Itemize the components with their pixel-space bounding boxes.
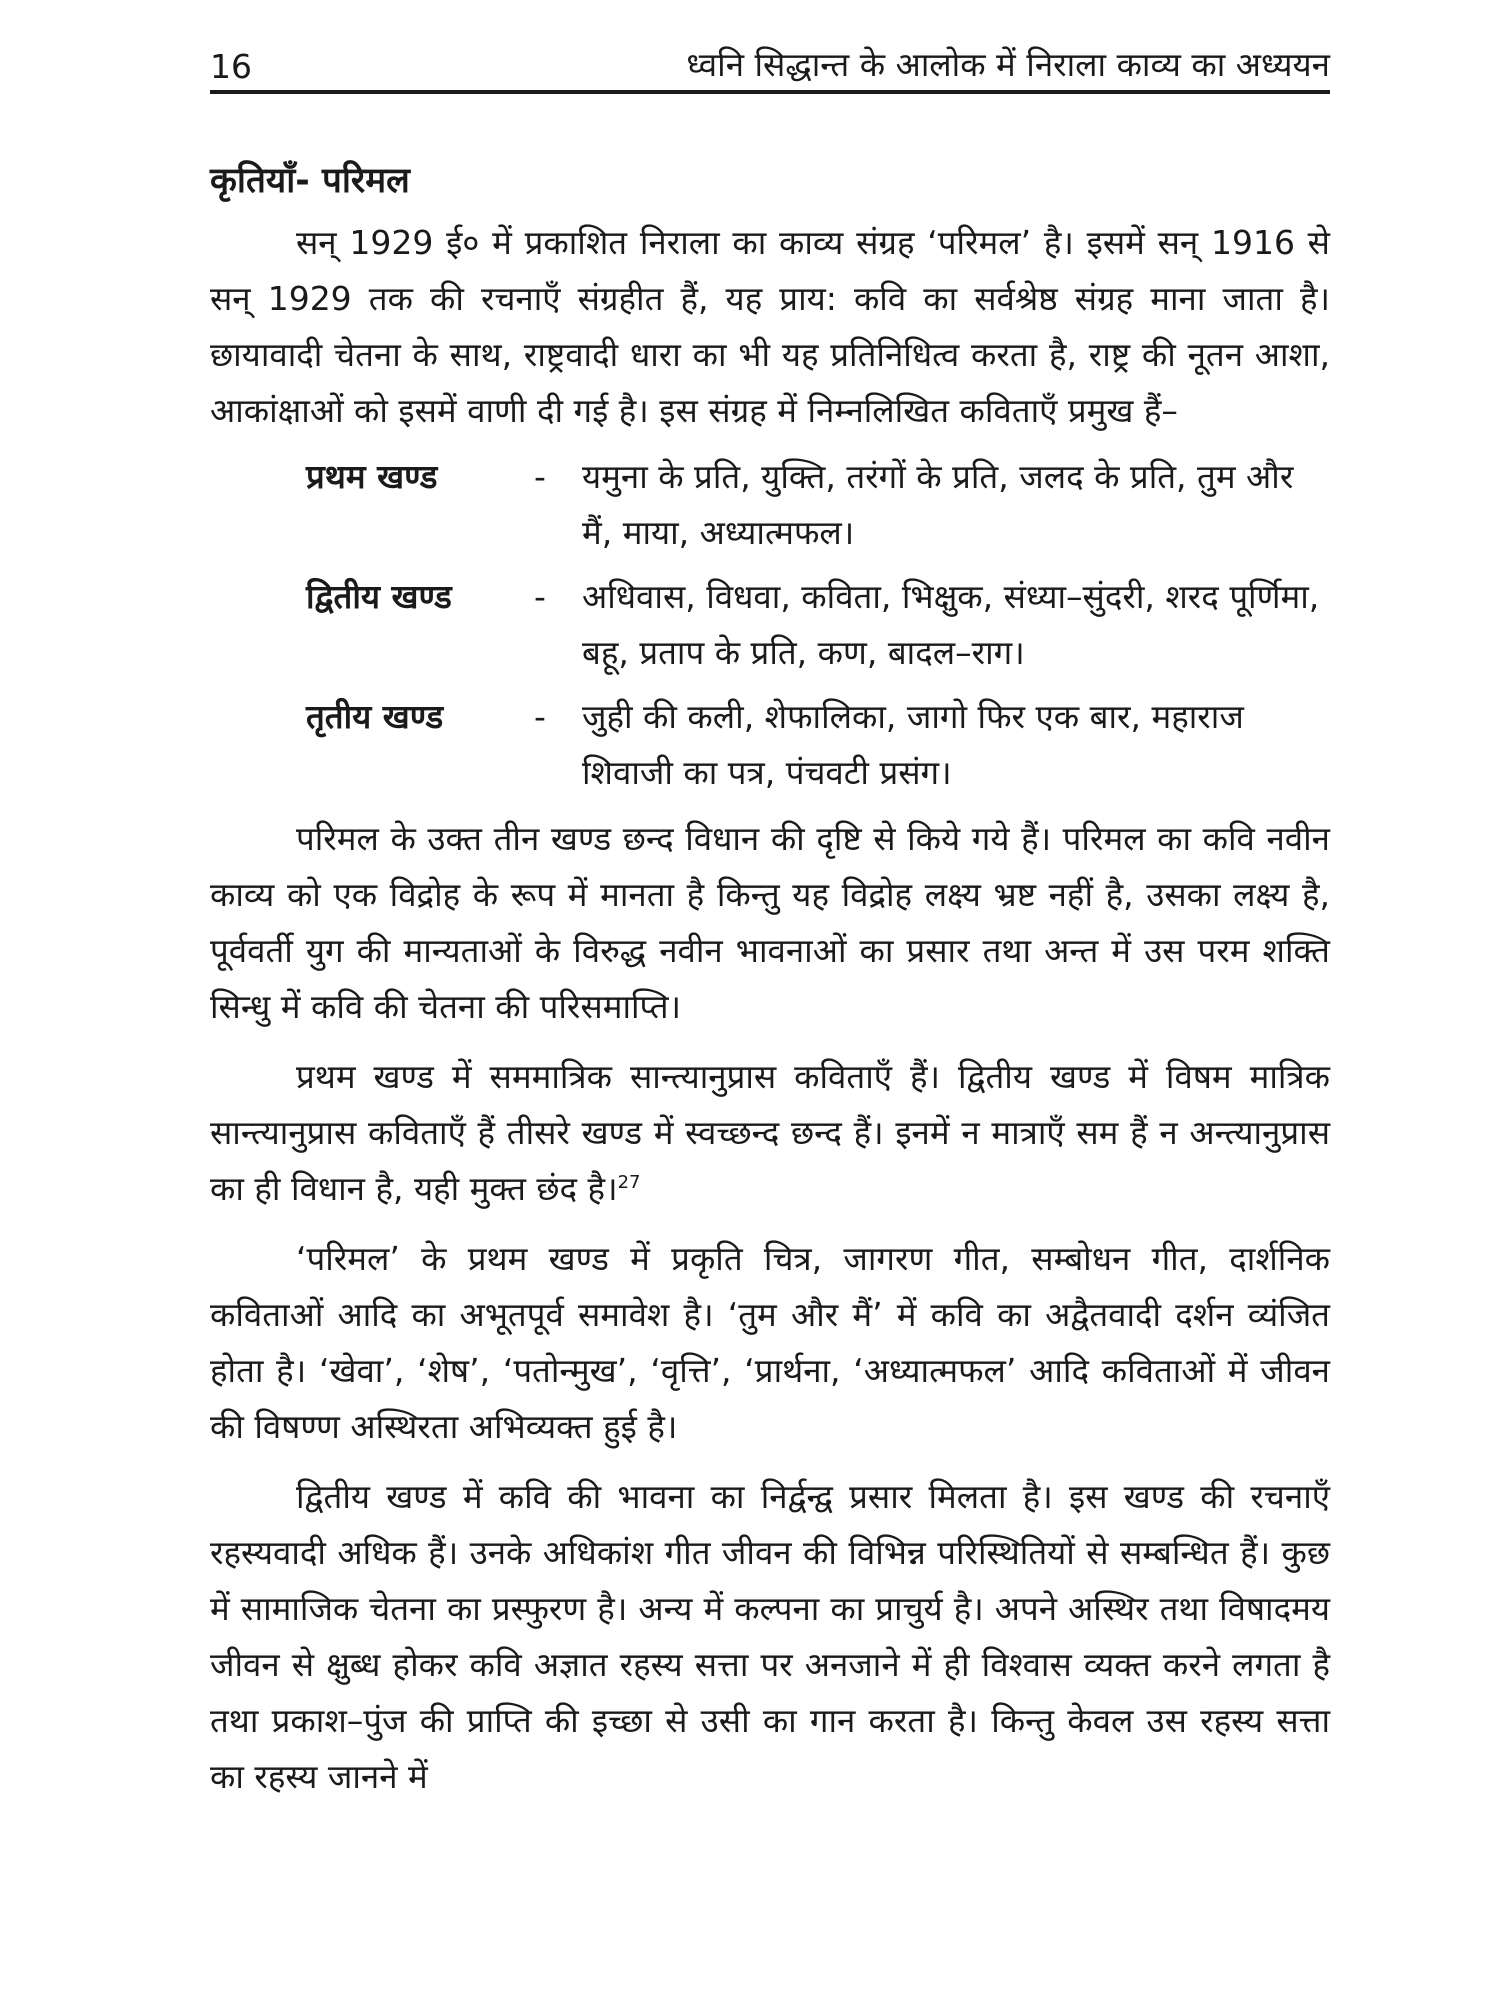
khand-dash: - [534, 457, 546, 496]
khand-list [210, 449, 1330, 801]
paragraph-chhand [210, 1049, 1330, 1217]
khand-dash: - [534, 577, 546, 616]
section-heading: कृतियाँ- परिमल [210, 161, 410, 201]
page-number: 16 [210, 47, 252, 86]
running-title: ध्वनि सिद्धान्त के आलोक में निराला काव्य का अध्ययन [686, 45, 1330, 84]
khand-label: तृतीय खण्ड [306, 697, 444, 736]
running-header [210, 30, 1330, 86]
paragraph-pratham-khand: ‘परिमल’ के प्रथम खण्ड में प्रकृति चित्र, जागरण गीत, सम्बोधन गीत, दार्शनिक कविताओं आदि का अभूतपूर्व समावेश है। ‘तुम और मैं’ में कवि का अद्वैतवादी दर्शन व्यंजित होता है। ‘खेवा’, ‘शेष’, ‘पतोन्मुख’, ‘वृत्ति’, ‘प्रार्थना, ‘अध्यात्मफल’ आदि कविताओं में जीवन की विषण्ण अस्थिरता अभिव्यक्त हुई है। [210, 1239, 1330, 1446]
header-divider [210, 90, 1330, 94]
khand-works: यमुना के प्रति, युक्ति, तरंगों के प्रति, जलद के प्रति, तुम और मैं, माया, अध्यात्मफल। [582, 457, 1294, 552]
paragraph-chhand-text: प्रथम खण्ड में सममात्रिक सान्त्यानुप्रास कविताएँ हैं। द्वितीय खण्ड में विषम मात्रिक सान्त्यानुप्रास कविताएँ हैं तीसरे खण्ड में स्वच्छन्द छन्द हैं। इनमें न मात्राएँ सम हैं न अन्त्यानुप्रास का ही विधान है, यही मुक्त छंद है। [210, 1057, 1330, 1208]
khand-label: द्वितीय खण्ड [306, 577, 452, 616]
khand-row-third [210, 689, 1330, 801]
khand-label: प्रथम खण्ड [306, 457, 438, 496]
footnote-marker: 27 [617, 1172, 641, 1193]
khand-dash: - [534, 697, 546, 736]
intro-paragraph: सन् 1929 ई० में प्रकाशित निराला का काव्य संग्रह ‘परिमल’ है। इसमें सन् 1916 से सन् 1929 तक की रचनाएँ संग्रहीत हैं, यह प्राय: कवि का सर्वश्रेष्ठ संग्रह माना जाता है। छायावादी चेतना के साथ, राष्ट्रवादी धारा का भी यह प्रतिनिधित्व करता है, राष्ट्र की नूतन आशा, आकांक्षाओं को इसमें वाणी दी गई है। इस संग्रह में निम्नलिखित कविताएँ प्रमुख हैं– [210, 223, 1330, 430]
paragraph-dvitiya-khand: द्वितीय खण्ड में कवि की भावना का निर्द्वन्द्व प्रसार मिलता है। इस खण्ड की रचनाएँ रहस्यवादी अधिक हैं। उनके अधिकांश गीत जीवन की विभिन्न परिस्थितियों से सम्बन्धित हैं। कुछ में सामाजिक चेतना का प्रस्फुरण है। अन्य में कल्पना का प्राचुर्य है। अपने अस्थिर तथा विषादमय जीवन से क्षुब्ध होकर कवि अज्ञात रहस्य सत्ता पर अनजाने में ही विश्वास व्यक्त करने लगता है तथा प्रकाश–पुंज की प्राप्ति की इच्छा से उसी का गान करता है। किन्तु केवल उस रहस्य सत्ता का रहस्य जानने में [210, 1477, 1330, 1796]
khand-row-second [210, 569, 1330, 681]
khand-works: अधिवास, विधवा, कविता, भिक्षुक, संध्या–सुंदरी, शरद पूर्णिमा, बहू, प्रताप के प्रति, कण, बादल–राग। [582, 577, 1320, 672]
paragraph-khand-vidhan: परिमल के उक्त तीन खण्ड छन्द विधान की दृष्टि से किये गये हैं। परिमल का कवि नवीन काव्य को एक विद्रोह के रूप में मानता है किन्तु यह विद्रोह लक्ष्य भ्रष्ट नहीं है, उसका लक्ष्य है, पूर्ववर्ती युग की मान्यताओं के विरुद्ध नवीन भावनाओं का प्रसार तथा अन्त में उस परम शक्ति सिन्धु में कवि की चेतना की परिसमाप्ति। [210, 819, 1330, 1026]
book-page [210, 30, 1330, 1980]
khand-row-first [210, 449, 1330, 561]
khand-works: जुही की कली, शेफालिका, जागो फिर एक बार, महाराज शिवाजी का पत्र, पंचवटी प्रसंग। [582, 697, 1244, 792]
